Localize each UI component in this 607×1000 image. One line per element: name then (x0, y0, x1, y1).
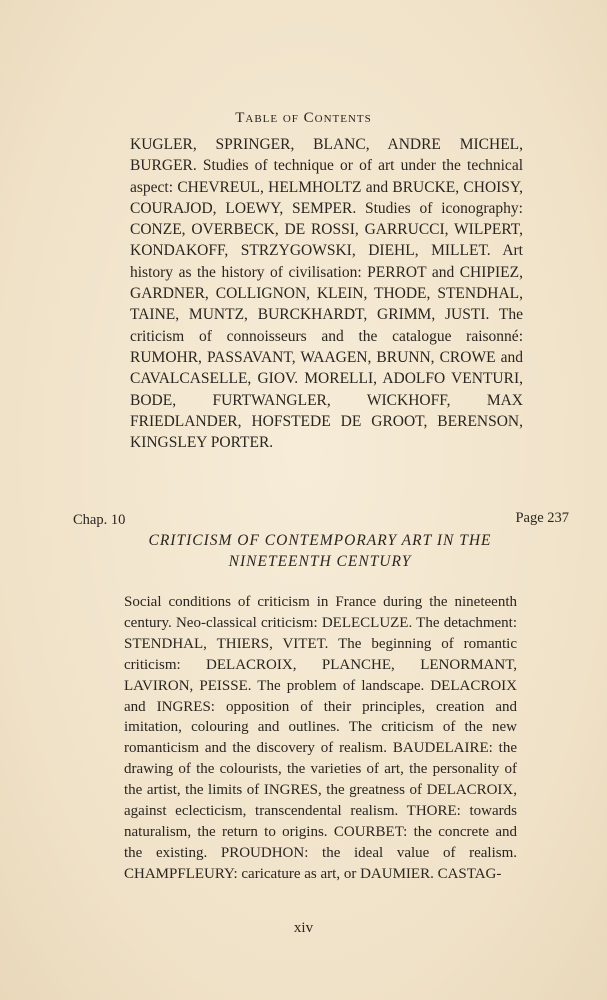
contents-paragraph-continued (130, 134, 523, 453)
chapter-summary-paragraph (124, 592, 517, 885)
running-head: Table of Contents (235, 110, 372, 126)
contents-text-2: Social conditions of criticism in France during the nineteenth century. Neo-classical criticism: DELECLUZE. The detachment: STENDHAL, THIERS, VITET. The beginning of romantic criticism: DELACROIX, PLANCHE, LENORMANT, LAVIRON, PEISSE. The problem of landscape. DELACROIX and INGRES: opposition of their principles, creation and imitation, colouring and outlines. The criticism of the new romanticism and the discovery of realism. BAUDELAIRE: the drawing of the colourists, the varieties of art, the personality of the artist, the limits of INGRES, the greatness of DELACROIX, against eclecticism, transcendental realism. THORE: towards naturalism, the return to origins. COURBET: the concrete and the existing. PROUDHON: the ideal value of realism. CHAMPFLEURY: caricature as art, or DAUMIER. CASTAG- (124, 594, 517, 882)
chapter-page-number: Page 237 (515, 510, 569, 526)
contents-text-1: KUGLER, SPRINGER, BLANC, ANDRE MICHEL, BURGER. Studies of technique or of art under the technical aspect: CHEVREUL, HELMHOLTZ and BRUCKE, CHOISY, COURAJOD, LOEWY, SEMPER. Studies of iconography: CONZE, OVERBECK, DE ROSSI, GARRUCCI, WILPERT, KONDAKOFF, STRZYGOWSKI, DIEHL, MILLET. Art history as the history of civilisation: PERROT and CHIPIEZ, GARDNER, COLLIGNON, KLEIN, THODE, STENDHAL, TAINE, MUNTZ, BURCKHARDT, GRIMM, JUSTI. The criticism of connoisseurs and the catalogue raisonné: RUMOHR, PASSAVANT, WAAGEN, BRUNN, CROWE and CAVALCASELLE, GIOV. MORELLI, ADOLFO VENTURI, BODE, FURTWANGLER, WICKHOFF, MAX FRIEDLANDER, HOFSTEDE DE GROOT, BERENSON, KINGSLEY PORTER. (130, 136, 523, 452)
chapter-title: CRITICISM OF CONTEMPORARY ART IN THE NINETEENTH CENTURY (148, 532, 492, 570)
chapter-label: Chap. 10 (73, 512, 126, 528)
page-folio: xiv (293, 920, 314, 936)
